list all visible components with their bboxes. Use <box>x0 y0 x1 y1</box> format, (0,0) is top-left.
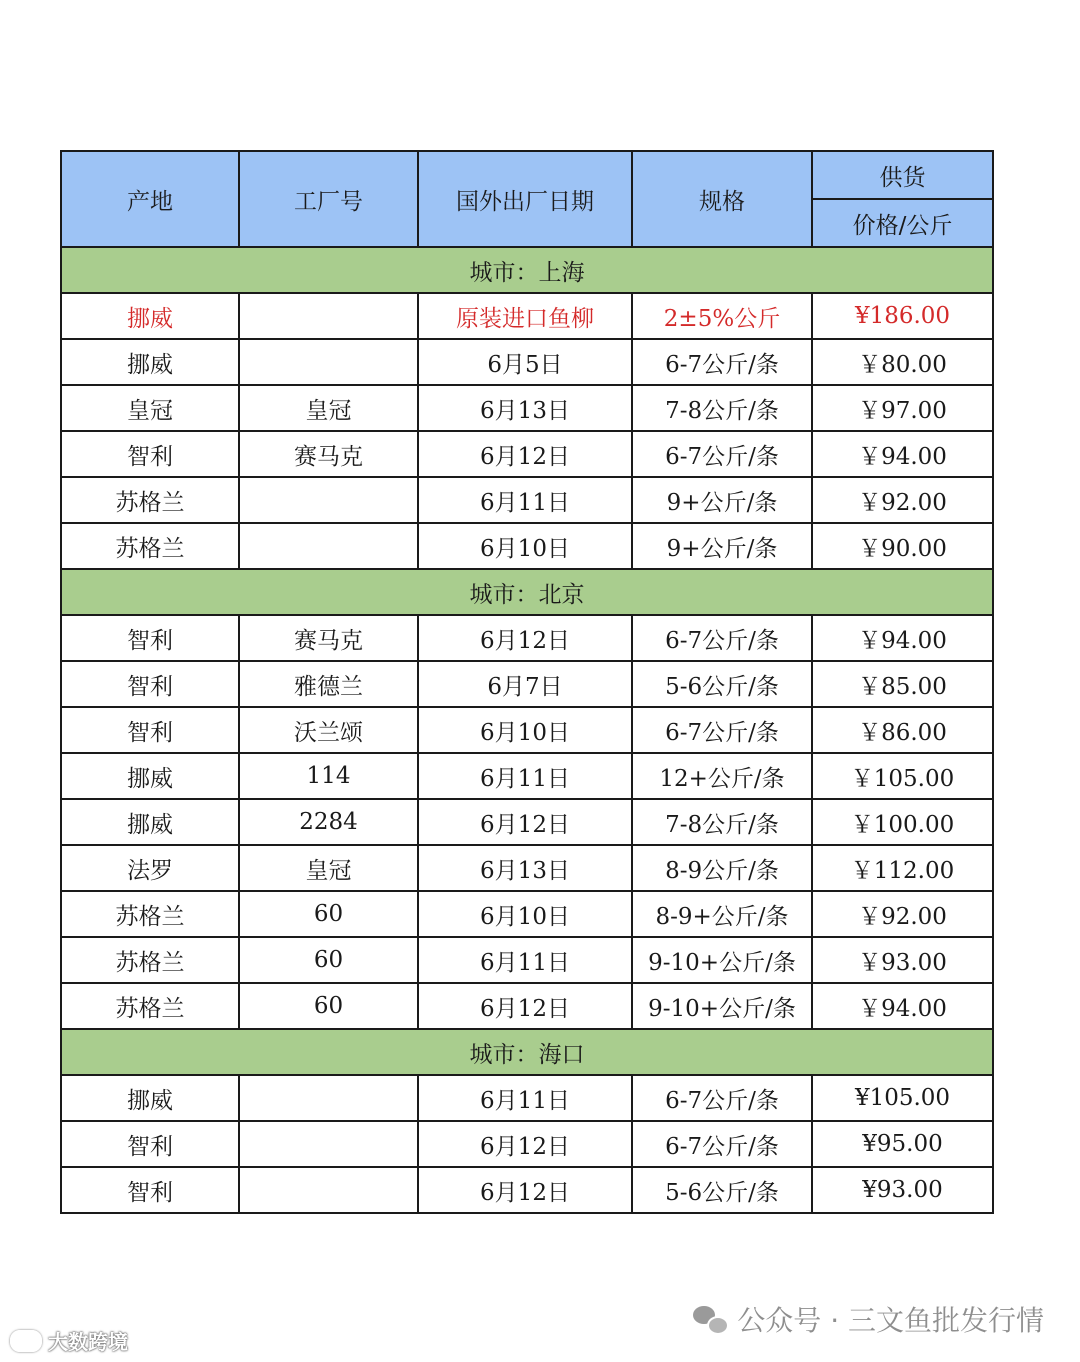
cell-price: ￥100.00 <box>812 799 993 845</box>
city-label: 城市：海口 <box>61 1029 993 1075</box>
cell-origin: 苏格兰 <box>61 983 239 1029</box>
table-body <box>61 247 993 1213</box>
watermark <box>10 1326 128 1355</box>
cell-spec: 9+公斤/条 <box>632 523 812 569</box>
cell-origin: 智利 <box>61 1167 239 1213</box>
cell-origin: 挪威 <box>61 753 239 799</box>
cell-spec: 9+公斤/条 <box>632 477 812 523</box>
watermark-logo-icon <box>10 1330 42 1352</box>
cell-price: ¥95.00 <box>812 1121 993 1167</box>
cell-factory: 皇冠 <box>239 845 418 891</box>
cell-price: ￥90.00 <box>812 523 993 569</box>
cell-factory <box>239 1075 418 1121</box>
cell-origin: 挪威 <box>61 293 239 339</box>
cell-price: ￥80.00 <box>812 339 993 385</box>
table-row <box>61 523 993 569</box>
cell-date: 6月10日 <box>418 707 632 753</box>
cell-price: ￥85.00 <box>812 661 993 707</box>
city-label: 城市：北京 <box>61 569 993 615</box>
cell-factory: 60 <box>239 983 418 1029</box>
cell-date: 6月11日 <box>418 1075 632 1121</box>
cell-factory: 赛马克 <box>239 615 418 661</box>
cell-factory: 60 <box>239 937 418 983</box>
cell-factory: 114 <box>239 753 418 799</box>
cell-date: 6月5日 <box>418 339 632 385</box>
cell-price: ￥94.00 <box>812 983 993 1029</box>
cell-date: 6月12日 <box>418 1121 632 1167</box>
table-row <box>61 339 993 385</box>
cell-price: ¥105.00 <box>812 1075 993 1121</box>
cell-date: 6月10日 <box>418 891 632 937</box>
cell-spec: 6-7公斤/条 <box>632 615 812 661</box>
cell-date: 6月7日 <box>418 661 632 707</box>
header-date: 国外出厂日期 <box>418 151 632 247</box>
price-table <box>60 150 994 1214</box>
table-row <box>61 1075 993 1121</box>
table-row <box>61 1121 993 1167</box>
cell-origin: 挪威 <box>61 339 239 385</box>
cell-date: 6月12日 <box>418 615 632 661</box>
cell-origin: 智利 <box>61 661 239 707</box>
cell-date: 6月12日 <box>418 799 632 845</box>
cell-date: 6月12日 <box>418 431 632 477</box>
footer-account <box>693 1296 1044 1342</box>
city-row <box>61 569 993 615</box>
cell-price: ￥112.00 <box>812 845 993 891</box>
table-row <box>61 293 993 339</box>
table-row <box>61 891 993 937</box>
cell-price: ￥92.00 <box>812 477 993 523</box>
table-row <box>61 707 993 753</box>
table-row <box>61 661 993 707</box>
header-spec: 规格 <box>632 151 812 247</box>
cell-spec: 5-6公斤/条 <box>632 661 812 707</box>
cell-date: 6月12日 <box>418 983 632 1029</box>
cell-factory <box>239 339 418 385</box>
cell-origin: 苏格兰 <box>61 477 239 523</box>
cell-origin: 智利 <box>61 707 239 753</box>
cell-spec: 7-8公斤/条 <box>632 799 812 845</box>
cell-factory <box>239 1167 418 1213</box>
cell-price: ￥94.00 <box>812 615 993 661</box>
cell-origin: 法罗 <box>61 845 239 891</box>
table-row <box>61 431 993 477</box>
wechat-icon <box>693 1304 727 1334</box>
cell-price: ￥97.00 <box>812 385 993 431</box>
cell-factory: 雅德兰 <box>239 661 418 707</box>
cell-price: ￥92.00 <box>812 891 993 937</box>
table-row <box>61 753 993 799</box>
table-row <box>61 845 993 891</box>
cell-spec: 7-8公斤/条 <box>632 385 812 431</box>
cell-date: 6月12日 <box>418 1167 632 1213</box>
table-row <box>61 983 993 1029</box>
cell-factory: 60 <box>239 891 418 937</box>
cell-price: ￥105.00 <box>812 753 993 799</box>
cell-spec: 2±5%公斤 <box>632 293 812 339</box>
cell-date: 原装进口鱼柳 <box>418 293 632 339</box>
table-row <box>61 937 993 983</box>
cell-factory <box>239 477 418 523</box>
cell-price: ¥186.00 <box>812 293 993 339</box>
cell-date: 6月13日 <box>418 845 632 891</box>
header-price-unit: 价格/公斤 <box>812 199 993 247</box>
cell-origin: 苏格兰 <box>61 523 239 569</box>
header-factory: 工厂号 <box>239 151 418 247</box>
table-row <box>61 1167 993 1213</box>
cell-factory <box>239 293 418 339</box>
cell-spec: 9-10+公斤/条 <box>632 983 812 1029</box>
watermark-text: 大数跨境 <box>48 1330 128 1354</box>
cell-factory: 皇冠 <box>239 385 418 431</box>
cell-spec: 6-7公斤/条 <box>632 1075 812 1121</box>
cell-origin: 智利 <box>61 431 239 477</box>
cell-spec: 6-7公斤/条 <box>632 707 812 753</box>
cell-origin: 挪威 <box>61 799 239 845</box>
cell-spec: 5-6公斤/条 <box>632 1167 812 1213</box>
cell-date: 6月11日 <box>418 477 632 523</box>
cell-origin: 智利 <box>61 615 239 661</box>
cell-spec: 8-9公斤/条 <box>632 845 812 891</box>
cell-factory: 沃兰颂 <box>239 707 418 753</box>
cell-spec: 12+公斤/条 <box>632 753 812 799</box>
cell-origin: 苏格兰 <box>61 891 239 937</box>
cell-spec: 6-7公斤/条 <box>632 431 812 477</box>
city-label: 城市：上海 <box>61 247 993 293</box>
price-table-container <box>60 150 992 1214</box>
account-name: 公众号 · 三文鱼批发行情 <box>737 1304 1044 1337</box>
cell-origin: 苏格兰 <box>61 937 239 983</box>
cell-price: ￥94.00 <box>812 431 993 477</box>
city-row <box>61 1029 993 1075</box>
cell-factory: 2284 <box>239 799 418 845</box>
cell-date: 6月10日 <box>418 523 632 569</box>
table-header <box>61 151 993 247</box>
cell-factory <box>239 1121 418 1167</box>
cell-factory <box>239 523 418 569</box>
cell-price: ￥93.00 <box>812 937 993 983</box>
table-row <box>61 385 993 431</box>
cell-spec: 8-9+公斤/条 <box>632 891 812 937</box>
table-row <box>61 477 993 523</box>
table-row <box>61 615 993 661</box>
header-supply: 供货 <box>812 151 993 199</box>
cell-factory: 赛马克 <box>239 431 418 477</box>
cell-date: 6月11日 <box>418 753 632 799</box>
cell-date: 6月11日 <box>418 937 632 983</box>
cell-price: ¥93.00 <box>812 1167 993 1213</box>
header-origin: 产地 <box>61 151 239 247</box>
cell-spec: 9-10+公斤/条 <box>632 937 812 983</box>
cell-origin: 挪威 <box>61 1075 239 1121</box>
city-row <box>61 247 993 293</box>
table-row <box>61 799 993 845</box>
cell-origin: 皇冠 <box>61 385 239 431</box>
cell-origin: 智利 <box>61 1121 239 1167</box>
cell-spec: 6-7公斤/条 <box>632 1121 812 1167</box>
cell-spec: 6-7公斤/条 <box>632 339 812 385</box>
cell-price: ￥86.00 <box>812 707 993 753</box>
cell-date: 6月13日 <box>418 385 632 431</box>
